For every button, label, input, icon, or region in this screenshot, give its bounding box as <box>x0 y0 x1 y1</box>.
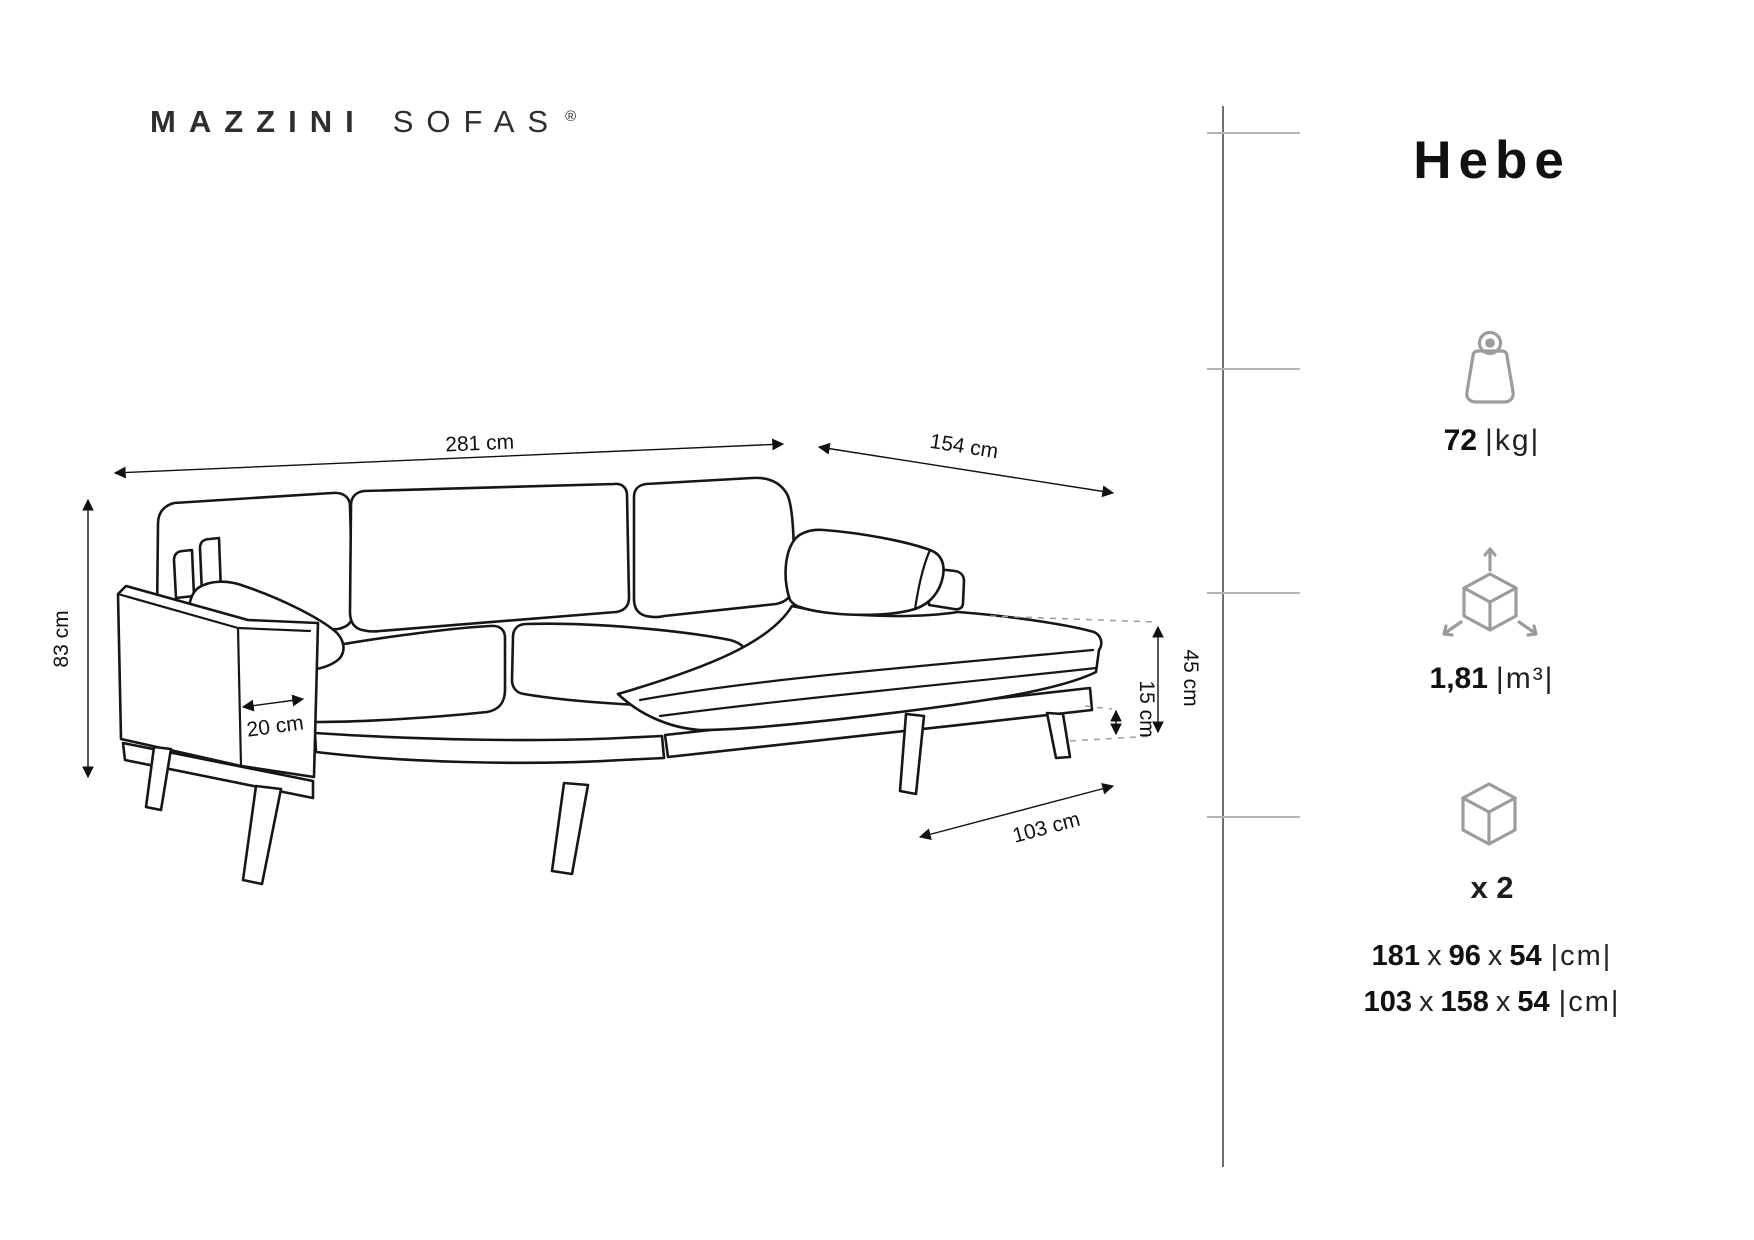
pkg-size-height: 54 <box>1509 940 1542 972</box>
dimension-label-base-height: 15 cm <box>1135 680 1158 738</box>
pkg-size-height: 54 <box>1517 986 1550 1018</box>
brand-type: SOFAS <box>392 104 562 139</box>
weight-value <box>1292 424 1692 458</box>
brand-name: MAZZINI <box>150 104 367 139</box>
dimension-label-armrest-width: 20 cm <box>245 711 306 742</box>
pkg-size-depth: 158 <box>1440 986 1489 1018</box>
package-count: x 2 <box>1470 870 1514 905</box>
pkg-size-depth: 96 <box>1448 940 1481 972</box>
volume-value <box>1292 662 1692 696</box>
pkg-size-width: 181 <box>1371 940 1421 972</box>
dimension-label-seat-height: 45 cm <box>1179 649 1202 707</box>
registered-trademark-icon: ® <box>565 107 577 125</box>
pkg-size-separator: x <box>1495 986 1511 1018</box>
weight-icon <box>1458 330 1522 408</box>
page-title: Hebe <box>1413 131 1571 190</box>
package-size-row <box>1252 986 1732 1019</box>
pkg-size-width: 103 <box>1363 986 1412 1018</box>
dimension-label-chaise-width: 103 cm <box>1010 807 1083 848</box>
volume-number: 1,81 <box>1429 662 1488 695</box>
pkg-size-separator: x <box>1419 986 1434 1018</box>
pkg-size-unit: |cm| <box>1558 986 1621 1018</box>
volume-icon <box>1440 544 1540 640</box>
weight-unit: |kg| <box>1485 424 1541 457</box>
sofa-shape <box>118 478 1101 884</box>
dimension-label-total-height: 83 cm <box>50 610 73 668</box>
divider-tick <box>1207 592 1300 594</box>
dimension-label-total-depth: 154 cm <box>928 429 1000 464</box>
divider-tick <box>1207 816 1300 818</box>
pkg-size-separator: x <box>1427 940 1442 972</box>
divider-tick <box>1207 368 1300 370</box>
package-icon <box>1457 780 1521 848</box>
volume-unit: |m³| <box>1495 662 1555 695</box>
dimension-label-total-width: 281 cm <box>444 430 515 457</box>
pkg-size-separator: x <box>1487 940 1503 972</box>
panel-divider <box>1222 106 1224 1167</box>
package-size-row <box>1252 940 1732 973</box>
weight-number: 72 <box>1443 424 1478 457</box>
pkg-size-unit: |cm| <box>1550 940 1613 972</box>
divider-tick <box>1207 132 1300 134</box>
